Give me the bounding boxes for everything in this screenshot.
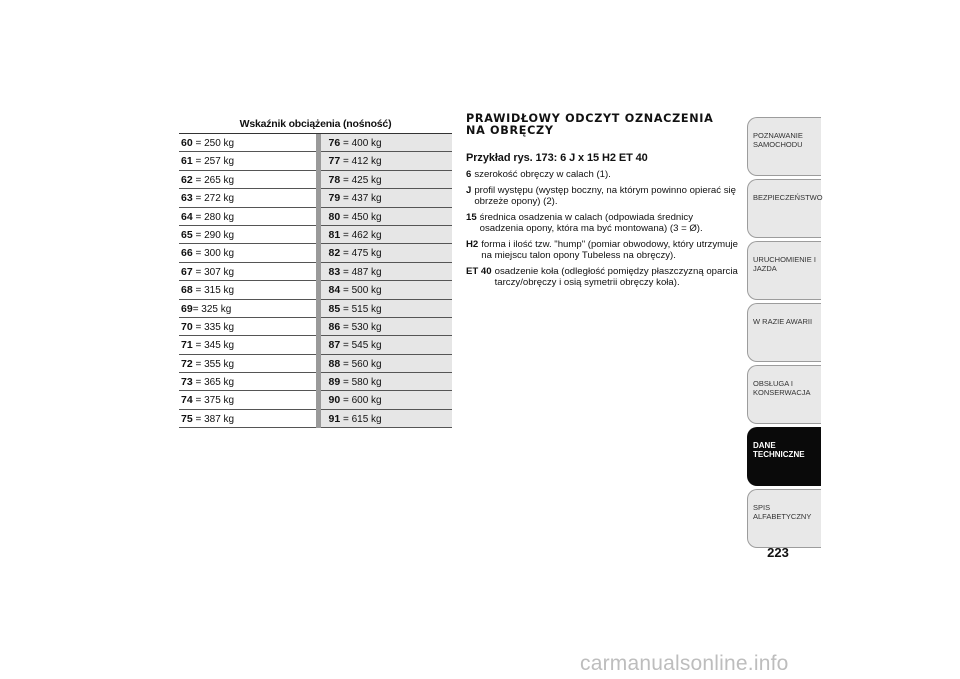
load-index-value: = 345 kg bbox=[192, 340, 235, 352]
table-cell bbox=[179, 300, 316, 318]
load-index-code: 62 bbox=[181, 173, 193, 186]
load-index-value: = 545 kg bbox=[340, 340, 382, 352]
load-index-value: = 355 kg bbox=[192, 358, 235, 370]
load-index-value: = 600 kg bbox=[340, 395, 382, 407]
table-cell bbox=[321, 134, 453, 152]
table-cell bbox=[321, 355, 453, 373]
load-index-code: 79 bbox=[328, 192, 341, 205]
table-cell bbox=[321, 300, 453, 318]
load-index-value: = 615 kg bbox=[340, 413, 382, 425]
load-index-code: 75 bbox=[181, 412, 193, 425]
load-index-value: = 387 kg bbox=[192, 413, 235, 425]
sidebar-tab[interactable]: BEZPIECZEŃSTWO bbox=[747, 179, 821, 238]
table-cell bbox=[179, 391, 316, 409]
load-index-code: 86 bbox=[328, 320, 341, 333]
load-index-code: 90 bbox=[328, 394, 341, 407]
definition-key: H2 bbox=[466, 238, 479, 250]
definition-key: 15 bbox=[466, 211, 477, 223]
load-index-code: 72 bbox=[181, 357, 193, 370]
section-title: PRAWIDŁOWY ODCZYT OZNACZENIA NA OBRĘCZY bbox=[466, 112, 714, 137]
load-index-code: 70 bbox=[181, 320, 193, 333]
load-index-value: = 515 kg bbox=[340, 303, 382, 315]
table-column-right bbox=[316, 134, 453, 428]
load-index-value: = 437 kg bbox=[340, 193, 382, 205]
load-index-code: 81 bbox=[328, 228, 341, 241]
sidebar-tab[interactable]: SPIS ALFABETYCZNY bbox=[747, 489, 821, 548]
load-index-code: 89 bbox=[328, 376, 341, 389]
load-index-value: = 280 kg bbox=[192, 211, 235, 223]
definition-key: 6 bbox=[466, 169, 472, 180]
table-cell bbox=[321, 336, 453, 354]
load-index-code: 63 bbox=[181, 192, 193, 205]
table-cell bbox=[179, 318, 316, 336]
load-index-code: 82 bbox=[328, 247, 341, 260]
load-index-value: = 530 kg bbox=[340, 321, 382, 333]
table-cell bbox=[179, 373, 316, 391]
load-index-code: 61 bbox=[181, 155, 193, 168]
load-index-code: 80 bbox=[328, 210, 341, 223]
load-index-value: = 265 kg bbox=[192, 174, 235, 186]
table-cell bbox=[321, 189, 453, 207]
definition-item bbox=[466, 212, 738, 235]
load-index-value: = 400 kg bbox=[340, 138, 382, 149]
table-cell bbox=[321, 373, 453, 391]
load-index-value: = 560 kg bbox=[340, 358, 382, 370]
load-index-value: = 290 kg bbox=[192, 229, 235, 241]
load-index-code: 78 bbox=[328, 173, 341, 186]
rim-definitions bbox=[466, 169, 738, 293]
load-index-value: = 250 kg bbox=[192, 138, 235, 149]
sidebar-tab[interactable]: DANE TECHNICZNE bbox=[747, 427, 821, 486]
table-cell bbox=[321, 244, 453, 262]
load-index-value: = 500 kg bbox=[340, 285, 382, 297]
definition-text: szerokość obręczy w calach (1). bbox=[474, 169, 611, 180]
table-cell bbox=[179, 281, 316, 299]
table-cell bbox=[321, 208, 453, 226]
definition-item bbox=[466, 169, 738, 181]
load-index-code: 83 bbox=[328, 265, 341, 278]
load-index-value: = 325 kg bbox=[192, 303, 232, 315]
load-index-value: = 425 kg bbox=[340, 174, 382, 186]
watermark: carmanualsonline.info bbox=[580, 652, 789, 675]
load-index-value: = 487 kg bbox=[340, 266, 382, 278]
definition-text: średnica osadzenia w calach (odpowiada średnicy osadzenia opony, która ma być montowana) (3 = Ø). bbox=[479, 211, 703, 234]
table-cell bbox=[179, 208, 316, 226]
load-index-value: = 412 kg bbox=[340, 156, 382, 168]
load-index-value: = 450 kg bbox=[340, 211, 382, 223]
load-index-value: = 580 kg bbox=[340, 377, 382, 389]
load-index-value: = 365 kg bbox=[192, 377, 235, 389]
sidebar-tab[interactable]: OBSŁUGA I KONSERWACJA bbox=[747, 365, 821, 424]
table-cell bbox=[321, 391, 453, 409]
load-index-value: = 475 kg bbox=[340, 248, 382, 260]
table-cell bbox=[321, 410, 453, 428]
table-cell bbox=[321, 263, 453, 281]
definition-item bbox=[466, 185, 738, 208]
definition-item bbox=[466, 239, 738, 262]
load-index-code: 88 bbox=[328, 357, 341, 370]
load-index-code: 64 bbox=[181, 210, 193, 223]
load-index-value: = 272 kg bbox=[192, 193, 235, 205]
load-index-value: = 462 kg bbox=[340, 229, 382, 241]
definition-text: osadzenie koła (odległość pomiędzy płaszczyzną oparcia tarczy/obręczy i osią symetrii obręczy koła). bbox=[494, 265, 738, 288]
sidebar-tab[interactable]: URUCHOMIENIE I JAZDA bbox=[747, 241, 821, 300]
sidebar-tab[interactable]: W RAZIE AWARII bbox=[747, 303, 821, 362]
load-index-table bbox=[179, 117, 452, 428]
definition-text: profil występu (występ boczny, na którym powinno opierać się obrzeże opony) (2). bbox=[474, 184, 736, 207]
definition-text: forma i ilość tzw. "hump" (pomiar obwodowy, który utrzymuje na miejscu talon opony Tubeless na obręczy). bbox=[481, 238, 738, 261]
table-grid bbox=[179, 134, 452, 428]
table-cell bbox=[321, 281, 453, 299]
table-cell bbox=[179, 134, 316, 152]
table-cell bbox=[179, 244, 316, 262]
load-index-value: = 307 kg bbox=[192, 266, 235, 278]
load-index-code: 65 bbox=[181, 228, 193, 241]
load-index-value: = 300 kg bbox=[192, 248, 235, 260]
table-cell bbox=[179, 189, 316, 207]
table-cell bbox=[321, 226, 453, 244]
table-column-left bbox=[179, 134, 316, 428]
table-cell bbox=[321, 152, 453, 170]
table-cell bbox=[321, 318, 453, 336]
load-index-code: 68 bbox=[181, 284, 193, 297]
load-index-code: 66 bbox=[181, 247, 193, 260]
load-index-code: 69 bbox=[181, 302, 193, 315]
table-cell bbox=[179, 152, 316, 170]
page-number: 223 bbox=[767, 545, 789, 560]
definition-key: ET 40 bbox=[466, 265, 492, 277]
load-index-value: = 257 kg bbox=[192, 156, 235, 168]
load-index-code: 84 bbox=[328, 284, 341, 297]
table-cell bbox=[179, 355, 316, 373]
load-index-code: 91 bbox=[328, 412, 341, 425]
table-cell bbox=[179, 263, 316, 281]
load-index-code: 87 bbox=[328, 339, 341, 352]
load-index-value: = 335 kg bbox=[192, 321, 235, 333]
chapter-sidebar bbox=[747, 117, 821, 551]
load-index-code: 85 bbox=[328, 302, 341, 315]
table-cell bbox=[179, 336, 316, 354]
definition-key: J bbox=[466, 184, 472, 196]
load-index-code: 67 bbox=[181, 265, 193, 278]
sidebar-tab[interactable]: POZNAWANIE SAMOCHODU bbox=[747, 117, 821, 176]
load-index-code: 77 bbox=[328, 155, 341, 168]
load-index-code: 73 bbox=[181, 376, 193, 389]
table-cell bbox=[179, 226, 316, 244]
load-index-value: = 315 kg bbox=[192, 285, 235, 297]
table-cell bbox=[179, 410, 316, 428]
load-index-value: = 375 kg bbox=[192, 395, 235, 407]
table-title: Wskaźnik obciążenia (nośność) bbox=[239, 118, 392, 130]
rim-example: Przykład rys. 173: 6 J x 15 H2 ET 40 bbox=[466, 152, 648, 164]
load-index-code: 71 bbox=[181, 339, 193, 352]
load-index-code: 76 bbox=[328, 137, 341, 149]
load-index-code: 60 bbox=[181, 137, 193, 149]
definition-item bbox=[466, 266, 738, 289]
table-cell bbox=[321, 171, 453, 189]
table-cell bbox=[179, 171, 316, 189]
load-index-code: 74 bbox=[181, 394, 193, 407]
